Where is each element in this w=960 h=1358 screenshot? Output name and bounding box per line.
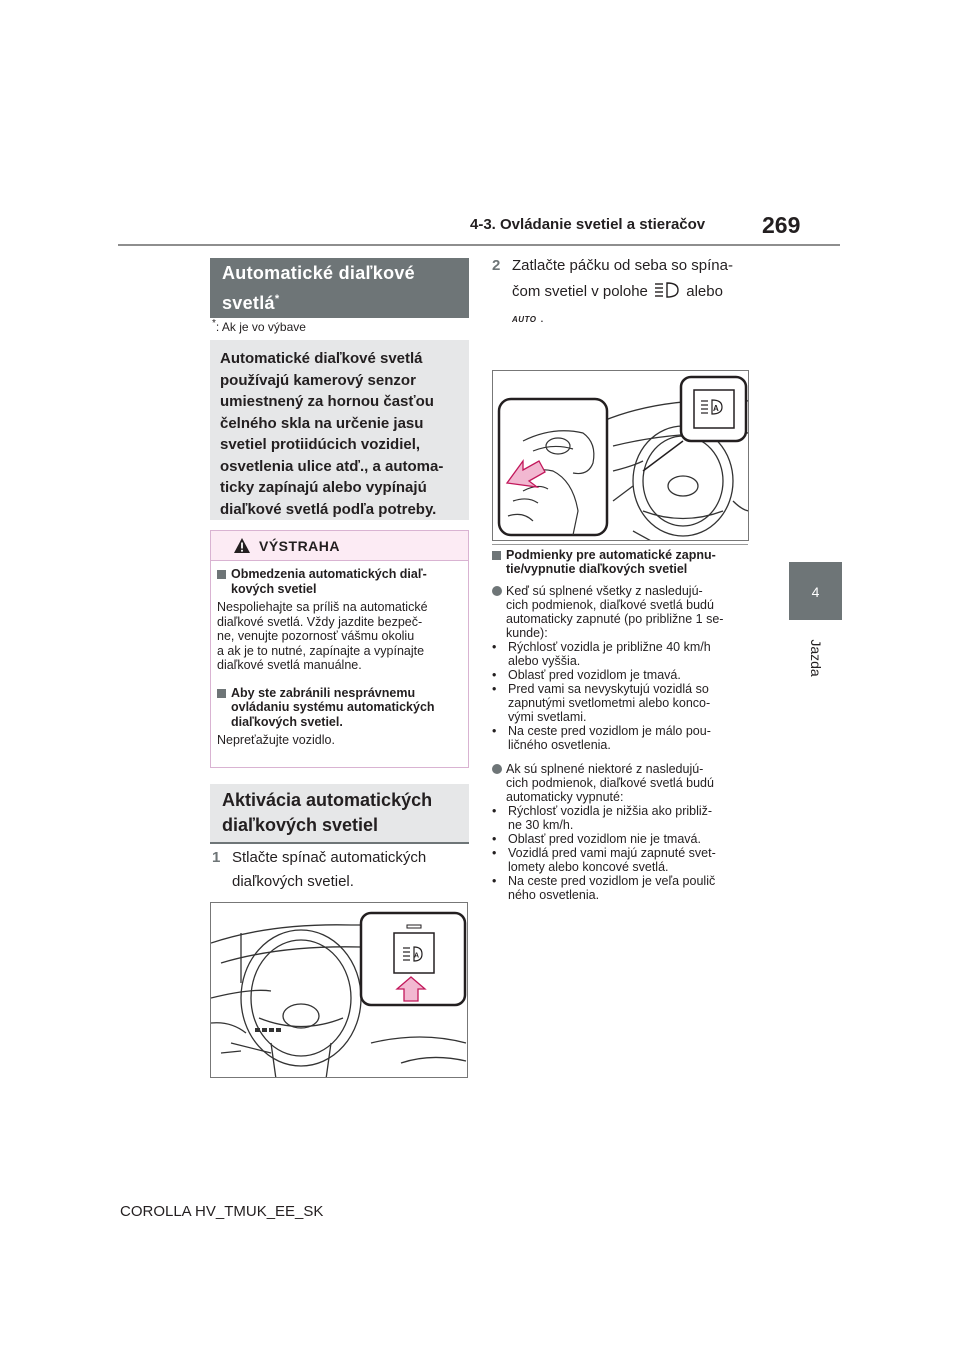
list-item-line: ne 30 km/h. (508, 818, 574, 832)
warning-subheading-line: Obmedzenia automatických diaľ- (231, 567, 427, 581)
conditions-line: Ak sú splnené niektoré z nasledujú- (506, 762, 704, 776)
list-item-line: Oblasť pred vozidlom je tmavá. (508, 668, 681, 682)
lever-illustration (493, 371, 749, 541)
bullet-icon: • (492, 724, 497, 738)
list-item-line: lomety alebo koncové svetlá. (508, 860, 669, 874)
svg-text:A: A (713, 404, 719, 413)
warning-subheading-line: Aby ste zabránili nesprávnemu (231, 685, 416, 700)
chapter-tab-title-wrap (808, 630, 824, 690)
conditions-heading-line: Podmienky pre automatické zapnu- (506, 548, 716, 562)
bullet-icon: • (492, 682, 497, 696)
conditions-on-list (492, 640, 754, 752)
bullet-icon: • (492, 804, 497, 818)
step-line-wrap (512, 306, 754, 332)
bullet-icon: • (492, 846, 497, 860)
list-item-line: Pred vami sa nevyskytujú vozidlá so (508, 682, 709, 696)
intro-line: diaľkové svetlá podľa potreby. (220, 500, 437, 518)
section-heading-line: diaľkových svetiel (222, 815, 379, 835)
list-item-line: Na ceste pred vozidlom je málo pou- (508, 724, 711, 738)
running-header: 4-3. Ovládanie svetiel a stieračov (470, 216, 706, 233)
list-item (492, 682, 754, 724)
footnote-mark: * (212, 318, 216, 329)
step-end: . (540, 310, 544, 325)
list-item (492, 804, 754, 832)
warning-text (217, 600, 462, 673)
intro-line: ticky zapínajú alebo vypínajú (220, 479, 427, 496)
conditions-off-list (492, 804, 754, 902)
footnote-text: : Ak je vo výbave (215, 320, 306, 334)
warning-subheading (217, 686, 462, 730)
step-1 (212, 846, 470, 894)
warning-text-line: a ak je to nutné, zapínajte a vypínajte (217, 643, 425, 658)
intro-line: umiestnený za hornou časťou (220, 393, 434, 410)
warning-text-line: diaľkové svetlá manuálne. (217, 658, 362, 672)
list-item-line: Na ceste pred vozidlom je veľa poulič (508, 874, 716, 888)
square-bullet-icon (217, 689, 226, 698)
list-item (492, 668, 754, 682)
conditions-line: automaticky zapnuté (po približne 1 se- (506, 612, 724, 626)
chapter-tab-title: Jazda (808, 639, 824, 677)
warning-box (210, 530, 469, 768)
step-line: Zatlačte páčku od seba so spína- (512, 257, 733, 274)
warning-subheading-line: ovládaniu systému automatických (231, 700, 435, 714)
step-number: 2 (492, 257, 501, 274)
divider (492, 544, 748, 545)
step-line: diaľkových svetiel. (232, 873, 354, 890)
warning-text-line: Nespoliehajte sa príliš na automatické (217, 600, 428, 614)
footer-model: COROLLA HV_TMUK_EE_SK (120, 1203, 324, 1220)
conditions-section (492, 548, 754, 902)
step-number: 1 (212, 849, 221, 866)
dashboard-illustration (211, 903, 468, 1078)
intro-line: osvetlenia ulice atď., a automa- (220, 457, 444, 475)
list-item-line: Rýchlosť vozidla je približne 40 km/h (508, 640, 711, 654)
intro-line: Automatické diaľkové svetlá (220, 350, 423, 367)
warning-subheading-line: kových svetiel (231, 581, 317, 596)
intro-line: čelného skla na určenie jasu (220, 414, 424, 432)
bullet-icon: • (492, 668, 497, 682)
section-heading-line: Automatické diaľkové svetlá (222, 263, 415, 313)
list-item-line: ného osvetlenia. (508, 888, 600, 902)
square-bullet-icon (217, 570, 226, 579)
step-line: alebo (686, 283, 723, 300)
figure-lever (492, 370, 749, 541)
conditions-heading (492, 548, 754, 576)
circle-bullet-icon (492, 586, 502, 596)
list-item-line: Vozidlá pred vami majú zapnuté svet- (508, 846, 716, 860)
warning-header (211, 531, 468, 561)
page-number: 269 (762, 212, 801, 238)
list-item (492, 724, 754, 752)
header-rule (118, 244, 840, 246)
list-item-line: vými svetlami. (508, 710, 587, 724)
warning-subheading (217, 567, 462, 596)
warning-text (217, 733, 462, 748)
warning-title: VÝSTRAHA (259, 538, 341, 554)
circle-bullet-icon (492, 764, 502, 774)
list-item-line: alebo vyššia. (508, 654, 581, 668)
step-line: Stlačte spínač automatických (232, 849, 427, 866)
warning-text-line: Nepreťažujte vozidlo. (217, 733, 335, 747)
step-line: čom svetiel v polohe (512, 283, 648, 300)
square-bullet-icon (492, 551, 501, 560)
figure-dashboard-switch (210, 902, 468, 1078)
warning-text-line: diaľkové svetlá. Vždy jazdite bezpeč- (217, 614, 423, 629)
conditions-heading-line: tie/vypnutie diaľkových svetiel (506, 562, 688, 576)
chapter-tab-number: 4 (789, 562, 842, 620)
bullet-icon: • (492, 640, 497, 654)
high-beam-icon (654, 281, 680, 299)
footnote (212, 318, 306, 334)
section-heading-mark: * (274, 293, 280, 305)
conditions-line: cich podmienok, diaľkové svetlá budú (506, 776, 714, 790)
list-item-line: Rýchlosť vozidla je nižšia ako približ- (508, 804, 713, 818)
conditions-line: Keď sú splnené všetky z nasledujú- (506, 584, 703, 598)
svg-text:A: A (414, 952, 420, 960)
intro-line: používajú kamerový senzor (220, 371, 416, 389)
list-item (492, 832, 754, 846)
section-heading-line: Aktivácia automatických (222, 790, 433, 810)
conditions-off (492, 762, 754, 804)
section-heading-activation (210, 784, 469, 844)
step-line-wrap (512, 280, 754, 304)
warning-subheading-line: diaľkových svetiel. (231, 714, 343, 729)
list-item (492, 640, 754, 668)
intro-box (210, 340, 469, 520)
conditions-line: automaticky vypnuté: (506, 790, 624, 804)
section-heading-auto-high-beam (210, 258, 469, 318)
intro-line: svetiel protiidúcich vozidiel, (220, 436, 421, 453)
warning-triangle-icon (233, 537, 251, 554)
auto-icon: AUTO (512, 315, 537, 324)
list-item (492, 874, 754, 902)
conditions-line: kunde): (506, 626, 548, 640)
warning-text-line: ne, venujte pozornosť vášmu okoliu (217, 629, 415, 643)
list-item-line: ličného osvetlenia. (508, 738, 611, 752)
conditions-line: cich podmienok, diaľkové svetlá budú (506, 598, 714, 612)
step-2 (492, 254, 754, 332)
conditions-on (492, 584, 754, 640)
warning-body (211, 567, 468, 748)
list-item-line: Oblasť pred vozidlom nie je tmavá. (508, 832, 701, 846)
list-item-line: zapnutými svetlometmi alebo konco- (508, 696, 711, 710)
bullet-icon: • (492, 874, 497, 888)
bullet-icon: • (492, 832, 497, 846)
list-item (492, 846, 754, 874)
